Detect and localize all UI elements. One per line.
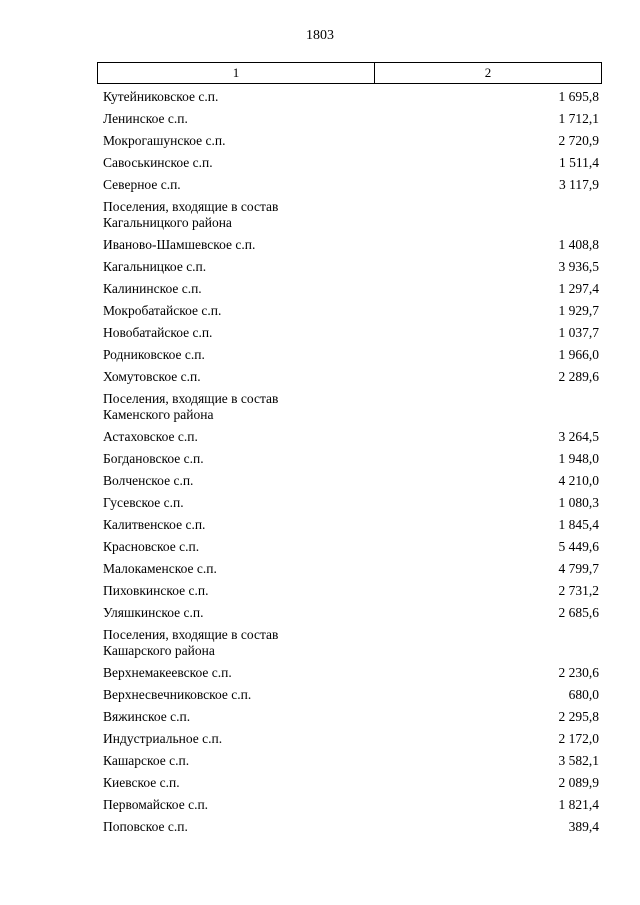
amount-value: 1 037,7 xyxy=(558,325,599,340)
settlement-name: Уляшкинское с.п. xyxy=(103,605,204,620)
group-heading: Поселения, входящие в состав Кагальницкого района xyxy=(103,199,279,230)
amount-value: 3 117,9 xyxy=(559,177,599,192)
settlement-name: Мокрогашунское с.п. xyxy=(103,133,226,148)
settlement-name: Кутейниковское с.п. xyxy=(103,89,219,104)
table-row xyxy=(103,366,599,388)
settlement-name: Родниковское с.п. xyxy=(103,347,205,362)
amount-value: 2 289,6 xyxy=(558,369,599,384)
amount-value: 3 264,5 xyxy=(558,429,599,444)
settlement-name: Пиховкинское с.п. xyxy=(103,583,209,598)
group-heading-row xyxy=(103,388,599,426)
amount-value: 2 172,0 xyxy=(558,731,599,746)
table-row xyxy=(103,300,599,322)
table-row xyxy=(103,86,599,108)
amount-value: 2 685,6 xyxy=(558,605,599,620)
settlement-name: Северное с.п. xyxy=(103,177,181,192)
table-row xyxy=(103,580,599,602)
amount-value: 389,4 xyxy=(568,819,599,834)
table-row xyxy=(103,794,599,816)
settlement-name: Калининское с.п. xyxy=(103,281,202,296)
table-row xyxy=(103,662,599,684)
table-row xyxy=(103,536,599,558)
amount-value: 680,0 xyxy=(568,687,599,702)
amount-value: 1 408,8 xyxy=(558,237,599,252)
table-row xyxy=(103,514,599,536)
settlement-name: Ленинское с.п. xyxy=(103,111,188,126)
column-header-2: 2 xyxy=(484,65,492,80)
column-header-1: 1 xyxy=(98,63,375,83)
amount-value: 1 966,0 xyxy=(558,347,599,362)
table-row xyxy=(103,322,599,344)
table-row xyxy=(103,492,599,514)
table-row xyxy=(103,750,599,772)
table-row xyxy=(103,706,599,728)
amount-value: 2 089,9 xyxy=(558,775,599,790)
table-row xyxy=(103,278,599,300)
amount-value: 1 929,7 xyxy=(558,303,599,318)
settlement-name: Кагальницкое с.п. xyxy=(103,259,207,274)
table-row xyxy=(103,684,599,706)
amount-value: 1 821,4 xyxy=(558,797,599,812)
settlement-name: Мокробатайское с.п. xyxy=(103,303,222,318)
table-row xyxy=(103,772,599,794)
settlement-name: Киевское с.п. xyxy=(103,775,180,790)
settlement-name: Калитвенское с.п. xyxy=(103,517,206,532)
table-row xyxy=(103,558,599,580)
settlement-name: Кашарское с.п. xyxy=(103,753,190,768)
table-row xyxy=(103,448,599,470)
amount-value: 2 230,6 xyxy=(558,665,599,680)
settlement-name: Новобатайское с.п. xyxy=(103,325,213,340)
group-heading-row xyxy=(103,196,599,234)
settlement-name: Индустриальное с.п. xyxy=(103,731,223,746)
settlement-name: Иваново-Шамшевское с.п. xyxy=(103,237,256,252)
group-heading: Поселения, входящие в состав Каменского района xyxy=(103,391,279,422)
amount-value: 1 948,0 xyxy=(558,451,599,466)
settlement-name: Савоськинское с.п. xyxy=(103,155,213,170)
amount-value: 2 720,9 xyxy=(558,133,599,148)
table-body xyxy=(103,86,599,838)
page-number: 1803 xyxy=(306,28,334,43)
amount-value: 1 712,1 xyxy=(558,111,599,126)
amount-value: 5 449,6 xyxy=(558,539,599,554)
settlement-name: Верхнемакеевское с.п. xyxy=(103,665,232,680)
settlement-name: Богдановское с.п. xyxy=(103,451,204,466)
amount-value: 2 295,8 xyxy=(558,709,599,724)
amount-value: 1 695,8 xyxy=(558,89,599,104)
settlement-name: Астаховское с.п. xyxy=(103,429,198,444)
table-row xyxy=(103,108,599,130)
table-row xyxy=(103,426,599,448)
table-row xyxy=(103,728,599,750)
table-row xyxy=(103,174,599,196)
table-row xyxy=(103,816,599,838)
group-heading-row xyxy=(103,624,599,662)
settlement-name: Хомутовское с.п. xyxy=(103,369,201,384)
settlement-name: Поповское с.п. xyxy=(103,819,188,834)
amount-value: 2 731,2 xyxy=(558,583,599,598)
amount-value: 1 297,4 xyxy=(558,281,599,296)
table-row xyxy=(103,256,599,278)
group-heading: Поселения, входящие в состав Кашарского района xyxy=(103,627,279,658)
table-row xyxy=(103,344,599,366)
settlement-name: Вяжинское с.п. xyxy=(103,709,191,724)
table-header xyxy=(97,62,602,84)
amount-value: 3 936,5 xyxy=(558,259,599,274)
table-row xyxy=(103,602,599,624)
settlement-name: Волченское с.п. xyxy=(103,473,194,488)
settlement-name: Красновское с.п. xyxy=(103,539,200,554)
settlement-name: Малокаменское с.п. xyxy=(103,561,217,576)
amount-value: 1 080,3 xyxy=(558,495,599,510)
settlement-name: Верхнесвечниковское с.п. xyxy=(103,687,252,702)
amount-value: 1 845,4 xyxy=(558,517,599,532)
table-row xyxy=(103,470,599,492)
table-row xyxy=(103,130,599,152)
table-row xyxy=(103,152,599,174)
amount-value: 3 582,1 xyxy=(558,753,599,768)
settlement-name: Первомайское с.п. xyxy=(103,797,209,812)
table-row xyxy=(103,234,599,256)
settlement-name: Гусевское с.п. xyxy=(103,495,184,510)
amount-value: 4 210,0 xyxy=(558,473,599,488)
amount-value: 1 511,4 xyxy=(559,155,599,170)
amount-value: 4 799,7 xyxy=(558,561,599,576)
